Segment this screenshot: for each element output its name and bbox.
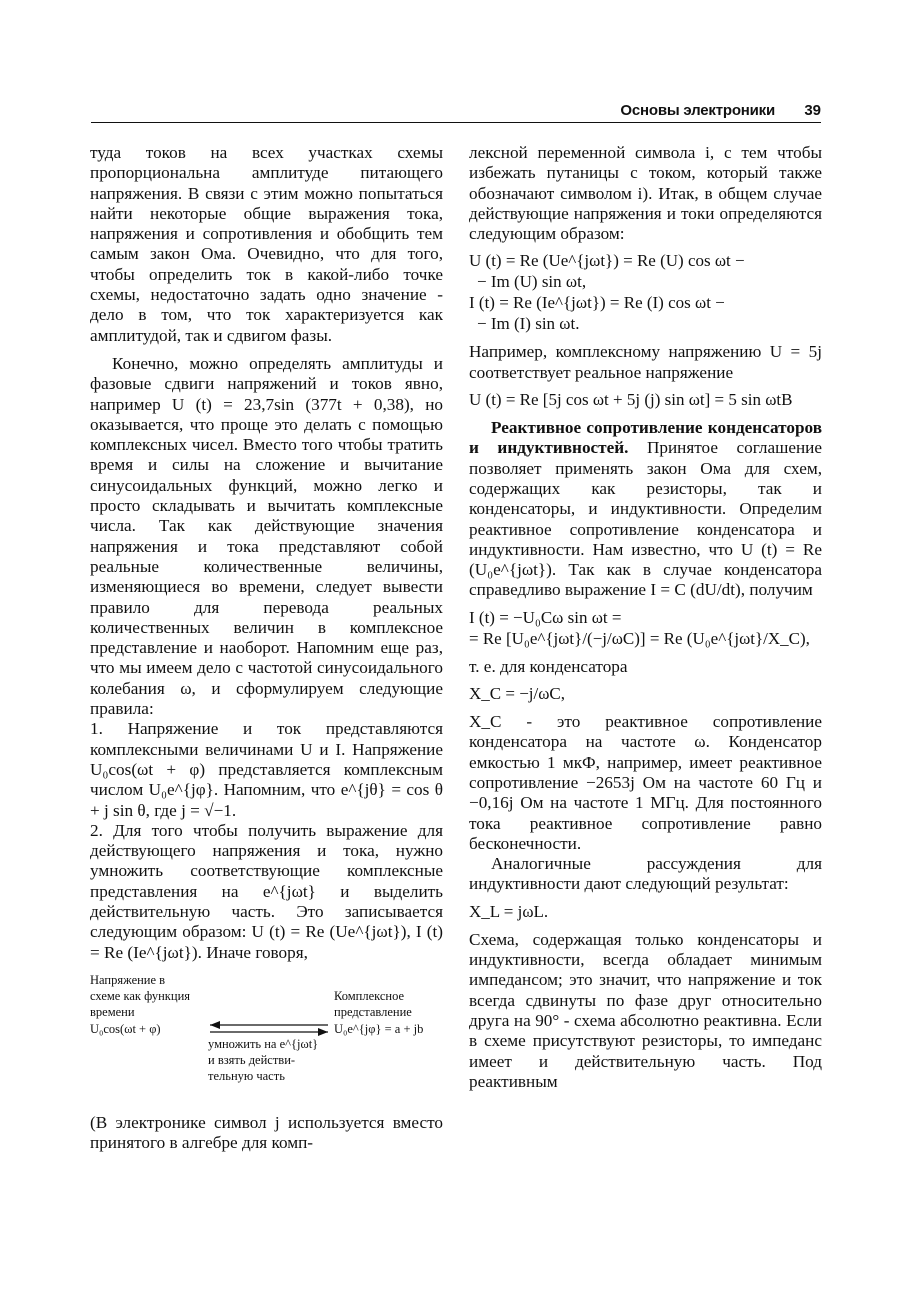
- formula-current-line-2: − Im (I) sin ωt.: [477, 314, 580, 334]
- left-paragraph-3: (В электронике символ j используется вместо принятого в алгебре для комп-: [90, 1112, 443, 1153]
- formula-current-line-1: I (t) = Re (Ie^{jωt}) = Re (I) cos ωt −: [469, 293, 725, 313]
- formula-capacitor-current-line-2: = Re [U₀e^{jωt}/(−j/ωC)] = Re (U₀e^{jωt}/X_C),: [469, 628, 810, 648]
- formula-voltage-line-1: U (t) = Re (Ue^{jωt}) = Re (U) cos ωt −: [469, 251, 745, 271]
- right-paragraph-2: Например, комплексному напряжению U = 5j соответствует реальное напряжение: [469, 342, 822, 382]
- right-paragraph-5: X_C - это реактивное сопротивление конденсатора на частоте ω. Конденсатор емкостью 1 мкФ, например, имеет реактивное сопротивление −2653j Ом на частоте 60 Гц и −0,16j Ом на частоте 1 МГц. Для постоянного тока реактивное сопротивление равно бесконечности.: [469, 712, 822, 853]
- diagram-right-label-3: U₀e^{jφ} = a + jb: [334, 1021, 424, 1036]
- right-column: [469, 143, 822, 1092]
- diagram-arrow-label-1: умножить на e^{jωt}: [208, 1036, 319, 1051]
- conversion-diagram: [90, 973, 443, 1113]
- right-paragraph-7: Схема, содержащая только конденсаторы и индуктивности, всегда обладает минимым импедансом; это значит, что напряжение и ток всегда сдвинуты по фазе друг относительно друга на 90° - схема абсолютно реактивна. Если в схеме присутствуют резисторы, то импеданс имеет и действительную часть. Под реактивным: [469, 929, 822, 1091]
- left-paragraph-2: Конечно, можно определять амплитуды и фазовые сдвиги напряжений и токов явно, например U (t) = 23,7sin (377t + 0,38), но оказывается, что проще это делать с помощью комплексных чисел. Вместо того чтобы тратить время и силы на сложение и вычитание синусоидальных функций, можно легко и просто складывать и вычитать комплексные числа. Так как действующие значения напряжения и тока представляют собой реальные количественные величины, изменяющиеся во времени, следует вывести правило для перевода реальных количественных величин в комплексное представление и наоборот. Напомним еще раз, что мы имеем дело с частотой синусоидального колебания ω, и сформулируем следующие правила:: [90, 353, 443, 719]
- right-paragraph-4: т. е. для конденсатора: [469, 656, 628, 676]
- formula-example: U (t) = Re [5j cos ωt + 5j (j) sin ωt] = 5 sin ωtB: [469, 390, 793, 410]
- formula-inductor-reactance: X_L = jωL.: [469, 901, 549, 921]
- diagram-arrow-label-2: и взять действи-: [208, 1052, 296, 1067]
- diagram-left-label-4: U₀cos(ωt + φ): [90, 1021, 161, 1036]
- formula-capacitor-current: [469, 607, 822, 649]
- rule-2: 2. Для того чтобы получить выражение для действующего напряжения и тока, нужно умножить соответствующие комплексные представления на e^{jωt} и выделить действительную часть. Это записывается следующим образом: U (t) = Re (Ue^{jωt}), I (t) = Re (Ie^{jωt}). Иначе говоря,: [90, 820, 443, 962]
- page-number: 39: [804, 102, 821, 119]
- right-paragraph-6: Аналогичные рассуждения для индуктивности дают следующий результат:: [469, 854, 822, 894]
- right-paragraph-3: [469, 418, 822, 601]
- diagram-left-label-3: времени: [90, 1004, 135, 1019]
- diagram-right-label-2: представление: [334, 1004, 412, 1019]
- running-header-title: Основы электроники: [620, 102, 775, 119]
- formula-capacitor-reactance: X_C = −j/ωC,: [469, 684, 566, 704]
- section-heading-reactance: Реактивное сопротивление конденсаторов и индуктивностей.: [469, 418, 822, 458]
- diagram-left-label-2: схеме как функция: [90, 988, 191, 1003]
- left-paragraph-1: туда токов на всех участках схемы пропорциональна амплитуде питающего напряжения. В связи с этим можно попытаться найти некоторые общие выражения тока, напряжения и сопротивления и обобщить тем самым закон Ома. Очевидно, что для того, чтобы определить ток в какой-либо точке схемы, недостаточно задать одно значение - дело в том, что ток характеризуется как амплитудой, так и сдвигом фазы.: [90, 143, 443, 345]
- right-paragraph-1: лексной переменной символа i, с тем чтобы избежать путаницы с током, который также обозначают символом i). Итак, в общем случае действующие напряжения и токи определяются следующим образом:: [469, 143, 822, 244]
- formula-voltage: [469, 250, 822, 334]
- diagram-arrow-label-3: тельную часть: [208, 1068, 285, 1083]
- formula-capacitor-current-line-1: I (t) = −U₀Cω sin ωt =: [469, 607, 622, 627]
- left-column: [90, 143, 443, 1153]
- diagram-left-label-1: Напряжение в: [90, 972, 166, 987]
- diagram-right-label-1: Комплексное: [334, 988, 405, 1003]
- running-header: [91, 100, 821, 123]
- right-paragraph-3-text: Принятое соглашение позволяет применять закон Ома для схем, содержащих как резисторы, так и конденсаторы, и индуктивности. Определим реактивное сопротивление конденсатора и индуктивности. Нам известно, что U (t) = Re (U₀e^{jωt}). Так как в случае конденсатора справедливо выражение I = C (dU/dt), получим: [469, 438, 822, 600]
- rule-1: 1. Напряжение и ток представляются комплексными величинами U и I. Напряжение U₀cos(ωt + φ) представляется комплексным числом U₀e^{jφ}. Напомним, что e^{jθ} = cos θ + j sin θ, где j = √−1.: [90, 719, 443, 820]
- formula-voltage-line-2: − Im (U) sin ωt,: [477, 272, 587, 292]
